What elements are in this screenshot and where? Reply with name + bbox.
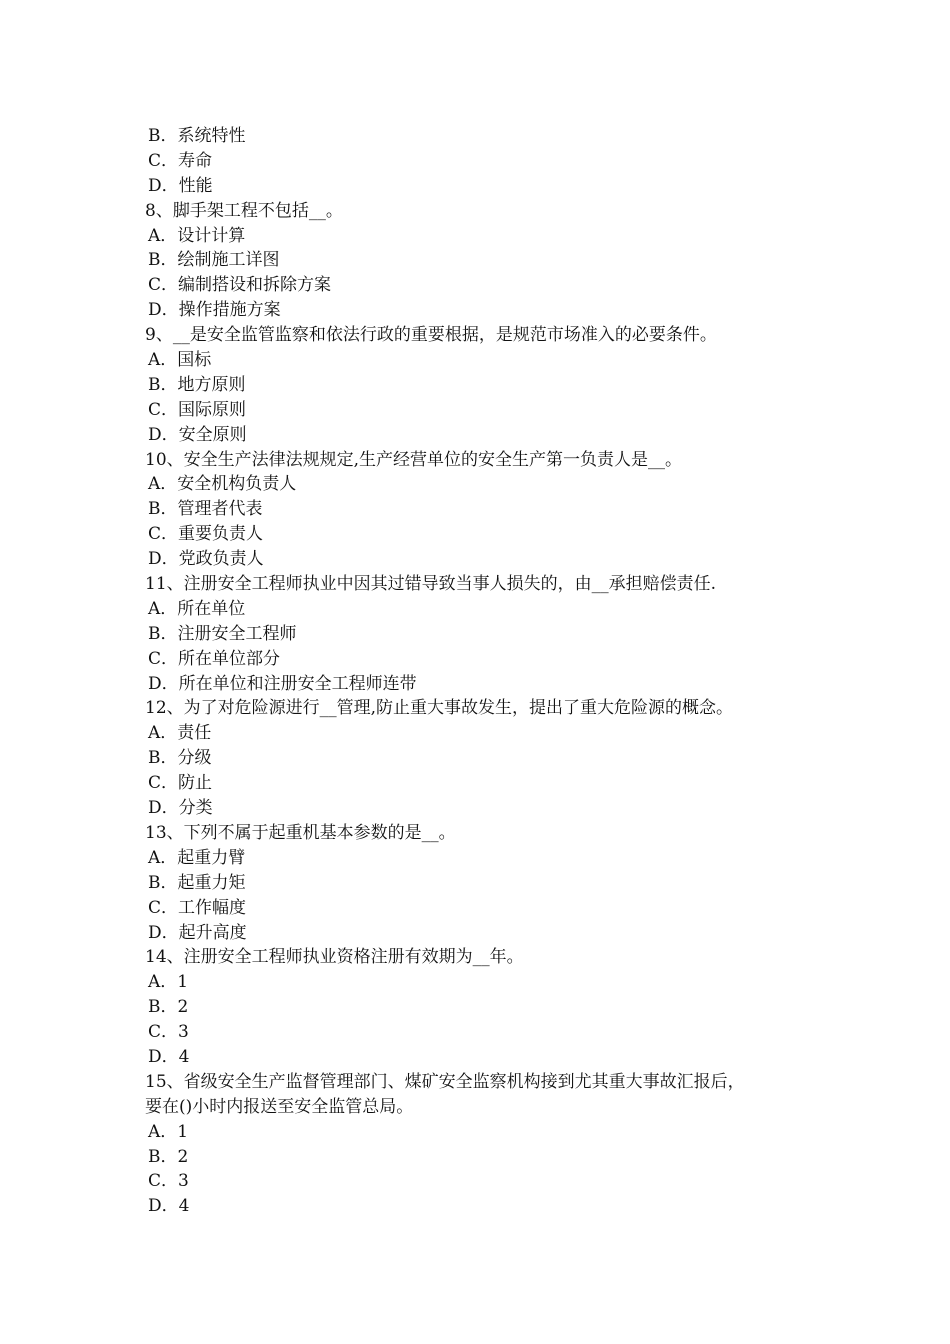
- question-text: 9、__是安全监管监察和依法行政的重要根据，是规范市场准入的必要条件。: [145, 325, 717, 346]
- answer-option: B．注册安全工程师: [148, 623, 297, 644]
- answer-option: D．4: [148, 1196, 190, 1217]
- answer-option: D．操作措施方案: [148, 300, 281, 321]
- question-list: [145, 124, 835, 1219]
- answer-option: A．所在单位: [148, 598, 246, 619]
- answer-option: A．国标: [148, 350, 212, 371]
- answer-option: B．地方原则: [148, 374, 246, 395]
- answer-option: C．3: [148, 1171, 189, 1192]
- answer-option: D．4: [148, 1046, 190, 1067]
- answer-option: A．安全机构负责人: [148, 474, 297, 495]
- answer-option: C．国际原则: [148, 399, 247, 420]
- answer-option: B．分级: [148, 748, 212, 769]
- answer-option: B．系统特性: [148, 126, 246, 146]
- answer-option: D．安全原则: [148, 424, 247, 445]
- answer-option: A．1: [148, 1121, 189, 1142]
- answer-option: A．责任: [148, 723, 212, 744]
- answer-option: A．设计计算: [148, 225, 246, 246]
- answer-option: A．起重力臂: [148, 847, 246, 868]
- question-text: 10、安全生产法律法规规定,生产经营单位的安全生产第一负责人是__。: [145, 449, 683, 470]
- answer-option: A．1: [148, 972, 189, 993]
- answer-option: C．重要负责人: [148, 524, 264, 545]
- question-text: 8、脚手架工程不包括__。: [145, 200, 343, 221]
- question-text: 13、下列不属于起重机基本参数的是__。: [145, 822, 456, 843]
- answer-option: C．工作幅度: [148, 897, 247, 918]
- question-text: 12、为了对危险源进行__管理,防止重大事故发生，提出了重大危险源的概念。: [145, 698, 734, 719]
- answer-option: D．所在单位和注册安全工程师连带: [148, 673, 417, 694]
- question-text: 11、注册安全工程师执业中因其过错导致当事人损失的，由__承担赔偿责任.: [145, 574, 717, 595]
- answer-option: C．3: [148, 1022, 189, 1043]
- answer-option: C．编制搭设和拆除方案: [148, 275, 332, 296]
- question-text: 15、省级安全生产监督管理部门、煤矿安全监察机构接到尤其重大事故汇报后，: [145, 1071, 745, 1092]
- answer-option: C．所在单位部分: [148, 648, 281, 669]
- answer-option: D．性能: [148, 175, 213, 196]
- answer-option: B．管理者代表: [148, 499, 263, 520]
- answer-option: B．2: [148, 1146, 189, 1167]
- answer-option: B．2: [148, 997, 189, 1018]
- question-text: 要在()小时内报送至安全监管总局。: [145, 1096, 414, 1117]
- answer-option: D．分类: [148, 798, 213, 819]
- answer-option: D．起升高度: [148, 922, 247, 943]
- answer-option: C．寿命: [148, 150, 213, 171]
- answer-option: B．绘制施工详图: [148, 250, 280, 271]
- answer-option: C．防止: [148, 773, 213, 794]
- question-text: 14、注册安全工程师执业资格注册有效期为__年。: [145, 947, 524, 968]
- answer-option: D．党政负责人: [148, 549, 264, 570]
- answer-option: B．起重力矩: [148, 872, 246, 893]
